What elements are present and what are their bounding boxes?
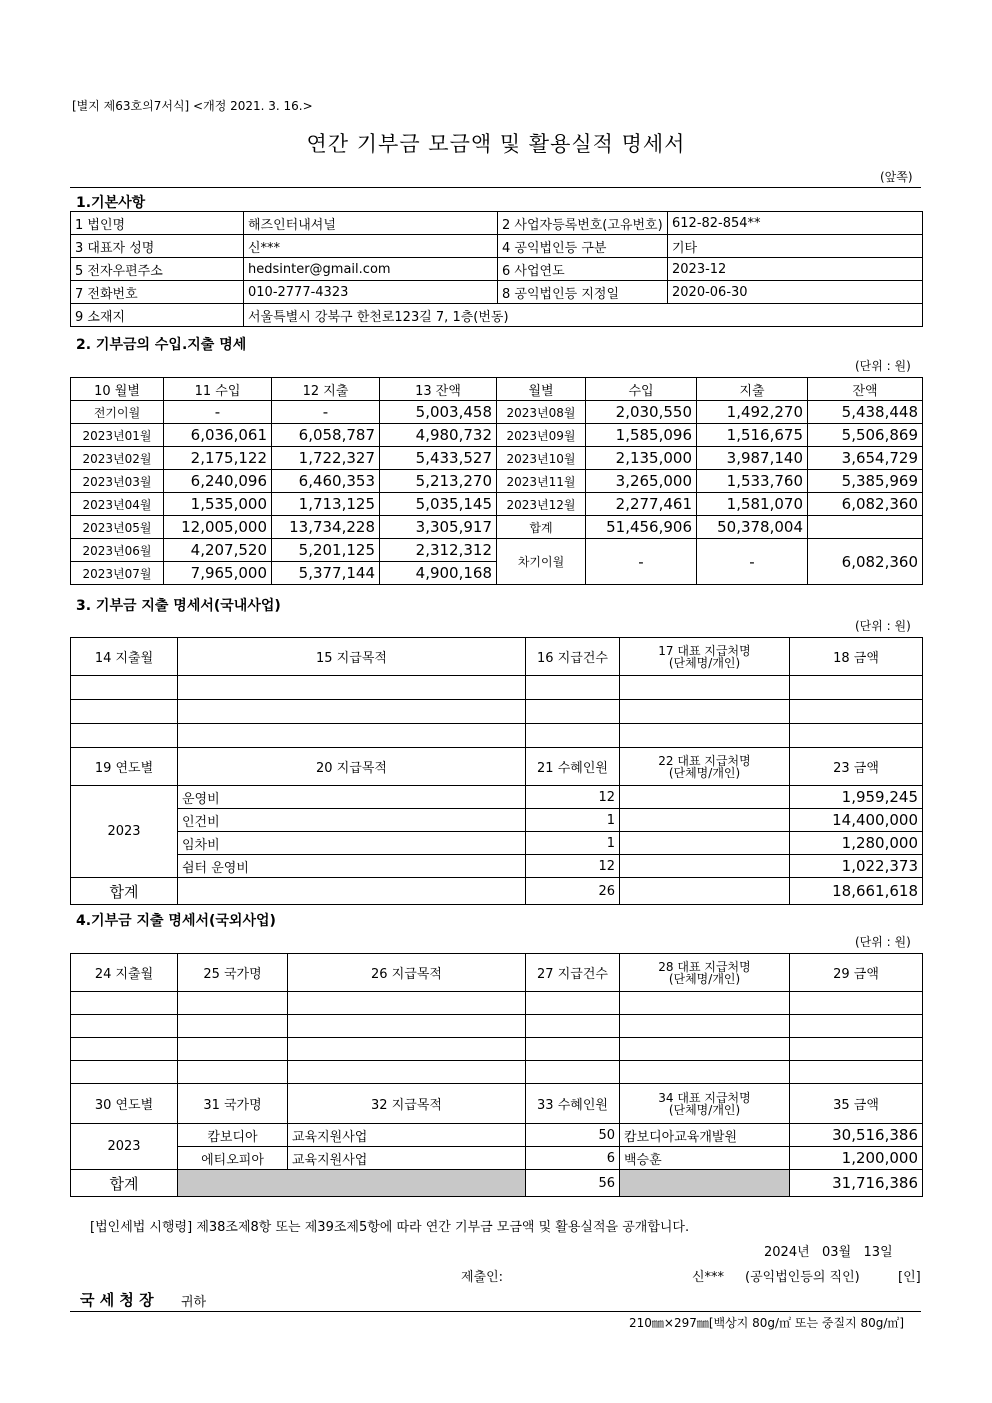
- expense-cell: 6,058,787: [272, 424, 380, 447]
- month-cell: 전기이월: [71, 401, 164, 424]
- empty-cell: [178, 700, 526, 724]
- income-cell: 7,965,000: [164, 562, 272, 585]
- total-row: [71, 878, 923, 905]
- month-cell: 2023년09월: [497, 424, 586, 447]
- month-cell: 2023년05월: [71, 516, 164, 539]
- empty-cell: [288, 1015, 526, 1038]
- paper-spec: 210㎜×297㎜[백상지 80g/㎡ 또는 중질지 80g/㎡]: [629, 1316, 905, 1330]
- month-cell: 2023년04월: [71, 493, 164, 516]
- column-header: 12 지출: [272, 378, 380, 401]
- column-header: 26 지급목적: [288, 954, 526, 992]
- count-cell: 1: [526, 832, 620, 855]
- empty-cell: [526, 1015, 620, 1038]
- empty-cell: [178, 992, 288, 1015]
- section1-heading: 1.기본사항: [76, 195, 146, 211]
- header-row: [71, 1084, 923, 1124]
- month-cell: 2023년03월: [71, 470, 164, 493]
- income-cell: 6,240,096: [164, 470, 272, 493]
- empty-cell: [620, 676, 790, 700]
- section4-heading: 4.기부금 지출 명세서(국외사업): [76, 913, 276, 929]
- table-row: [71, 212, 923, 235]
- income-cell: 2,277,461: [586, 493, 697, 516]
- submitter-name: 신***: [692, 1270, 725, 1285]
- payee-cell: 캄보디아교육개발원: [620, 1124, 790, 1147]
- empty-cell: [178, 724, 526, 748]
- amount-cell: 1,022,373: [790, 855, 923, 878]
- table-row: [71, 401, 923, 424]
- column-header: 31 국가명: [178, 1084, 288, 1124]
- table-row: [71, 786, 923, 809]
- unit-label-3: (단위 : 원): [855, 619, 911, 633]
- income-cell: 6,036,061: [164, 424, 272, 447]
- country-cell: 에티오피아: [178, 1147, 288, 1170]
- field-label: 6 사업연도: [498, 258, 668, 281]
- income-cell: 2,175,122: [164, 447, 272, 470]
- field-value: 기타: [668, 235, 923, 258]
- column-header: 18 금액: [790, 638, 923, 676]
- expense-cell: 50,378,004: [697, 516, 808, 539]
- field-value: 2023-12: [668, 258, 923, 281]
- shaded-cell: [620, 1170, 790, 1197]
- field-label: 4 공익법인등 구분: [498, 235, 668, 258]
- carry-expense: -: [697, 539, 808, 585]
- expense-cell: 13,734,228: [272, 516, 380, 539]
- empty-cell: [288, 1061, 526, 1084]
- field-value: 612-82-854**: [668, 212, 923, 235]
- shaded-cell: [178, 1170, 526, 1197]
- expense-cell: 1,713,125: [272, 493, 380, 516]
- column-header: [620, 954, 790, 992]
- expense-cell: 6,460,353: [272, 470, 380, 493]
- balance-cell: 3,654,729: [808, 447, 923, 470]
- column-header: 33 수혜인원: [526, 1084, 620, 1124]
- header-line: (단체명/개인): [668, 655, 741, 670]
- income-cell: 2,030,550: [586, 401, 697, 424]
- expense-cell: 1,516,675: [697, 424, 808, 447]
- month-cell: 2023년01월: [71, 424, 164, 447]
- column-header: 30 연도별: [71, 1084, 178, 1124]
- empty-cell: [71, 724, 178, 748]
- empty-cell: [620, 1038, 790, 1061]
- table-row: [71, 1147, 923, 1170]
- income-cell: 3,265,000: [586, 470, 697, 493]
- balance-cell: 5,433,527: [380, 447, 497, 470]
- column-header: 27 지급건수: [526, 954, 620, 992]
- column-header: 10 월별: [71, 378, 164, 401]
- header-row: [71, 378, 923, 401]
- table-row: [71, 516, 923, 539]
- recipient: 국 세 청 장: [80, 1291, 154, 1309]
- column-header: 21 수혜인원: [526, 748, 620, 786]
- payee-cell: [620, 855, 790, 878]
- payee-cell: [620, 809, 790, 832]
- empty-row: [71, 676, 923, 700]
- field-label: 7 전화번호: [71, 281, 244, 304]
- amount-cell: 1,280,000: [790, 832, 923, 855]
- empty-cell: [178, 676, 526, 700]
- total-label: 합계: [71, 1170, 178, 1197]
- header-line: 28 대표 지급처명: [658, 959, 751, 974]
- empty-cell: [526, 1061, 620, 1084]
- field-value: hedsinter@gmail.com: [244, 258, 498, 281]
- income-cell: 51,456,906: [586, 516, 697, 539]
- balance-cell: 4,900,168: [380, 562, 497, 585]
- field-label: 2 사업자등록번호(고유번호): [498, 212, 668, 235]
- balance-cell: 6,082,360: [808, 493, 923, 516]
- count-cell: 6: [526, 1147, 620, 1170]
- unit-label: (단위 : 원): [855, 359, 911, 373]
- balance-cell: 2,312,312: [380, 539, 497, 562]
- page-title: 연간 기부금 모금액 및 활용실적 명세서: [306, 132, 686, 156]
- country-cell: 캄보디아: [178, 1124, 288, 1147]
- column-header: 23 금액: [790, 748, 923, 786]
- column-header: 35 금액: [790, 1084, 923, 1124]
- field-label: 1 법인명: [71, 212, 244, 235]
- income-cell: 12,005,000: [164, 516, 272, 539]
- expense-cell: 3,987,140: [697, 447, 808, 470]
- empty-cell: [620, 724, 790, 748]
- field-label: 9 소재지: [71, 304, 244, 327]
- column-header: 19 연도별: [71, 748, 178, 786]
- empty-row: [71, 724, 923, 748]
- field-label: 5 전자우편주소: [71, 258, 244, 281]
- amount-cell: 30,516,386: [790, 1124, 923, 1147]
- balance-cell: 5,385,969: [808, 470, 923, 493]
- form-id: [별지 제63호의7서식] <개정 2021. 3. 16.>: [72, 99, 313, 113]
- table-row: [71, 447, 923, 470]
- month-cell: 2023년02월: [71, 447, 164, 470]
- column-header: 11 수입: [164, 378, 272, 401]
- total-amount: 18,661,618: [790, 878, 923, 905]
- table-row: [71, 235, 923, 258]
- empty-cell: [620, 878, 790, 905]
- column-header: 24 지출월: [71, 954, 178, 992]
- column-header: 20 지급목적: [178, 748, 526, 786]
- balance-cell: 4,980,732: [380, 424, 497, 447]
- column-header: 수입: [586, 378, 697, 401]
- empty-cell: [790, 1061, 923, 1084]
- empty-cell: [790, 676, 923, 700]
- empty-cell: [790, 724, 923, 748]
- empty-cell: [71, 1015, 178, 1038]
- column-header: [620, 748, 790, 786]
- field-value: 010-2777-4323: [244, 281, 498, 304]
- total-row: [71, 1170, 923, 1197]
- law-statement: [법인세법 시행령] 제38조제8항 또는 제39조제5항에 따라 연간 기부금 모금액 및 활용실적을 공개합니다.: [90, 1220, 690, 1235]
- empty-cell: [526, 1038, 620, 1061]
- empty-cell: [71, 676, 178, 700]
- payee-cell: [620, 786, 790, 809]
- total-count: 26: [526, 878, 620, 905]
- month-cell: 2023년11월: [497, 470, 586, 493]
- payee-cell: 백승훈: [620, 1147, 790, 1170]
- purpose-cell: 인건비: [178, 809, 526, 832]
- empty-cell: [178, 878, 526, 905]
- empty-cell: [288, 992, 526, 1015]
- empty-cell: [288, 1038, 526, 1061]
- payee-cell: [620, 832, 790, 855]
- purpose-cell: 임차비: [178, 832, 526, 855]
- column-header: 29 금액: [790, 954, 923, 992]
- expense-cell: 1,533,760: [697, 470, 808, 493]
- expense-cell: 1,722,327: [272, 447, 380, 470]
- column-header: 25 국가명: [178, 954, 288, 992]
- income-cell: 1,535,000: [164, 493, 272, 516]
- column-header: 월별: [497, 378, 586, 401]
- table-row: [71, 809, 923, 832]
- header-line: (단체명/개인): [668, 765, 741, 780]
- empty-cell: [178, 1061, 288, 1084]
- seal-role: (공익법인등의 직인): [745, 1270, 860, 1285]
- carry-balance: 6,082,360: [808, 539, 923, 585]
- expense-cell: 5,377,144: [272, 562, 380, 585]
- income-expense-table: [70, 377, 923, 585]
- year-cell: 2023: [71, 786, 178, 878]
- table-row: [71, 1124, 923, 1147]
- column-header: [620, 638, 790, 676]
- income-cell: -: [164, 401, 272, 424]
- empty-row: [71, 1015, 923, 1038]
- total-label: 합계: [71, 878, 178, 905]
- column-header: 16 지급건수: [526, 638, 620, 676]
- empty-cell: [620, 992, 790, 1015]
- empty-cell: [178, 1038, 288, 1061]
- empty-cell: [790, 700, 923, 724]
- header-line: 17 대표 지급처명: [658, 643, 751, 658]
- balance-cell: 5,438,448: [808, 401, 923, 424]
- table-row: [71, 855, 923, 878]
- count-cell: 12: [526, 786, 620, 809]
- table-row: [71, 424, 923, 447]
- income-cell: 4,207,520: [164, 539, 272, 562]
- empty-cell: [178, 1015, 288, 1038]
- count-cell: 1: [526, 809, 620, 832]
- empty-cell: [620, 1015, 790, 1038]
- unit-label-4: (단위 : 원): [855, 935, 911, 949]
- empty-row: [71, 1061, 923, 1084]
- purpose-cell: 운영비: [178, 786, 526, 809]
- header-row: [71, 638, 923, 676]
- header-row: [71, 954, 923, 992]
- balance-cell: [808, 516, 923, 539]
- field-label: 8 공익법인등 지정일: [498, 281, 668, 304]
- amount-cell: 14,400,000: [790, 809, 923, 832]
- month-cell: 2023년07월: [71, 562, 164, 585]
- income-cell: 1,585,096: [586, 424, 697, 447]
- amount-cell: 1,200,000: [790, 1147, 923, 1170]
- submitter-label: 제출인:: [461, 1270, 504, 1285]
- column-header: 지출: [697, 378, 808, 401]
- balance-cell: 3,305,917: [380, 516, 497, 539]
- total-amount: 31,716,386: [790, 1170, 923, 1197]
- month-cell: 합계: [497, 516, 586, 539]
- header-line: (단체명/개인): [668, 971, 741, 986]
- year-cell: 2023: [71, 1124, 178, 1170]
- basic-info-table: [70, 211, 923, 327]
- table-row: [71, 832, 923, 855]
- table-row: [71, 470, 923, 493]
- balance-cell: 5,035,145: [380, 493, 497, 516]
- column-header: [620, 1084, 790, 1124]
- header-line: 22 대표 지급처명: [658, 753, 751, 768]
- column-header: 32 지급목적: [288, 1084, 526, 1124]
- empty-row: [71, 992, 923, 1015]
- address-value: 서울특별시 강북구 한천로123길 7, 1층(번동): [244, 304, 923, 327]
- empty-cell: [71, 1038, 178, 1061]
- balance-cell: 5,003,458: [380, 401, 497, 424]
- column-header: 14 지출월: [71, 638, 178, 676]
- empty-cell: [790, 1015, 923, 1038]
- empty-cell: [526, 676, 620, 700]
- expense-cell: -: [272, 401, 380, 424]
- month-cell: 2023년08월: [497, 401, 586, 424]
- expense-cell: 5,201,125: [272, 539, 380, 562]
- total-count: 56: [526, 1170, 620, 1197]
- empty-row: [71, 1038, 923, 1061]
- table-row: [71, 258, 923, 281]
- expense-cell: 1,492,270: [697, 401, 808, 424]
- section3-heading: 3. 기부금 지출 명세서(국내사업): [76, 598, 281, 614]
- header-line: 34 대표 지급처명: [658, 1090, 751, 1105]
- field-value: 2020-06-30: [668, 281, 923, 304]
- month-cell: 2023년12월: [497, 493, 586, 516]
- balance-cell: 5,506,869: [808, 424, 923, 447]
- carry-income: -: [586, 539, 697, 585]
- table-row: [71, 493, 923, 516]
- table-row: [71, 304, 923, 327]
- column-header: 13 잔액: [380, 378, 497, 401]
- section2-heading: 2. 기부금의 수입.지출 명세: [76, 337, 247, 353]
- purpose-cell: 교육지원사업: [288, 1124, 526, 1147]
- seal-mark: [인]: [898, 1270, 921, 1285]
- empty-cell: [790, 992, 923, 1015]
- empty-cell: [620, 1061, 790, 1084]
- table-row: [71, 281, 923, 304]
- column-header: 잔액: [808, 378, 923, 401]
- field-value: 해즈인터내셔널: [244, 212, 498, 235]
- page-side: (앞쪽): [880, 170, 913, 184]
- empty-cell: [620, 700, 790, 724]
- recipient-honorific: 귀하: [181, 1295, 207, 1310]
- count-cell: 12: [526, 855, 620, 878]
- purpose-cell: 쉼터 운영비: [178, 855, 526, 878]
- purpose-cell: 교육지원사업: [288, 1147, 526, 1170]
- column-header: 15 지급목적: [178, 638, 526, 676]
- field-value: 신***: [244, 235, 498, 258]
- empty-cell: [71, 1061, 178, 1084]
- amount-cell: 1,959,245: [790, 786, 923, 809]
- carry-label: 차기이월: [497, 539, 586, 585]
- empty-cell: [71, 700, 178, 724]
- empty-cell: [526, 700, 620, 724]
- count-cell: 50: [526, 1124, 620, 1147]
- empty-cell: [71, 992, 178, 1015]
- month-cell: 2023년10월: [497, 447, 586, 470]
- month-cell: 2023년06월: [71, 539, 164, 562]
- empty-row: [71, 700, 923, 724]
- table-row: [71, 539, 923, 562]
- header-row: [71, 748, 923, 786]
- empty-cell: [526, 724, 620, 748]
- expense-cell: 1,581,070: [697, 493, 808, 516]
- overseas-table: [70, 953, 923, 1197]
- balance-cell: 5,213,270: [380, 470, 497, 493]
- field-label: 3 대표자 성명: [71, 235, 244, 258]
- income-cell: 2,135,000: [586, 447, 697, 470]
- header-line: (단체명/개인): [668, 1102, 741, 1117]
- submit-date: 2024년 03월 13일: [764, 1245, 893, 1260]
- empty-cell: [790, 1038, 923, 1061]
- domestic-table: [70, 637, 923, 905]
- empty-cell: [526, 992, 620, 1015]
